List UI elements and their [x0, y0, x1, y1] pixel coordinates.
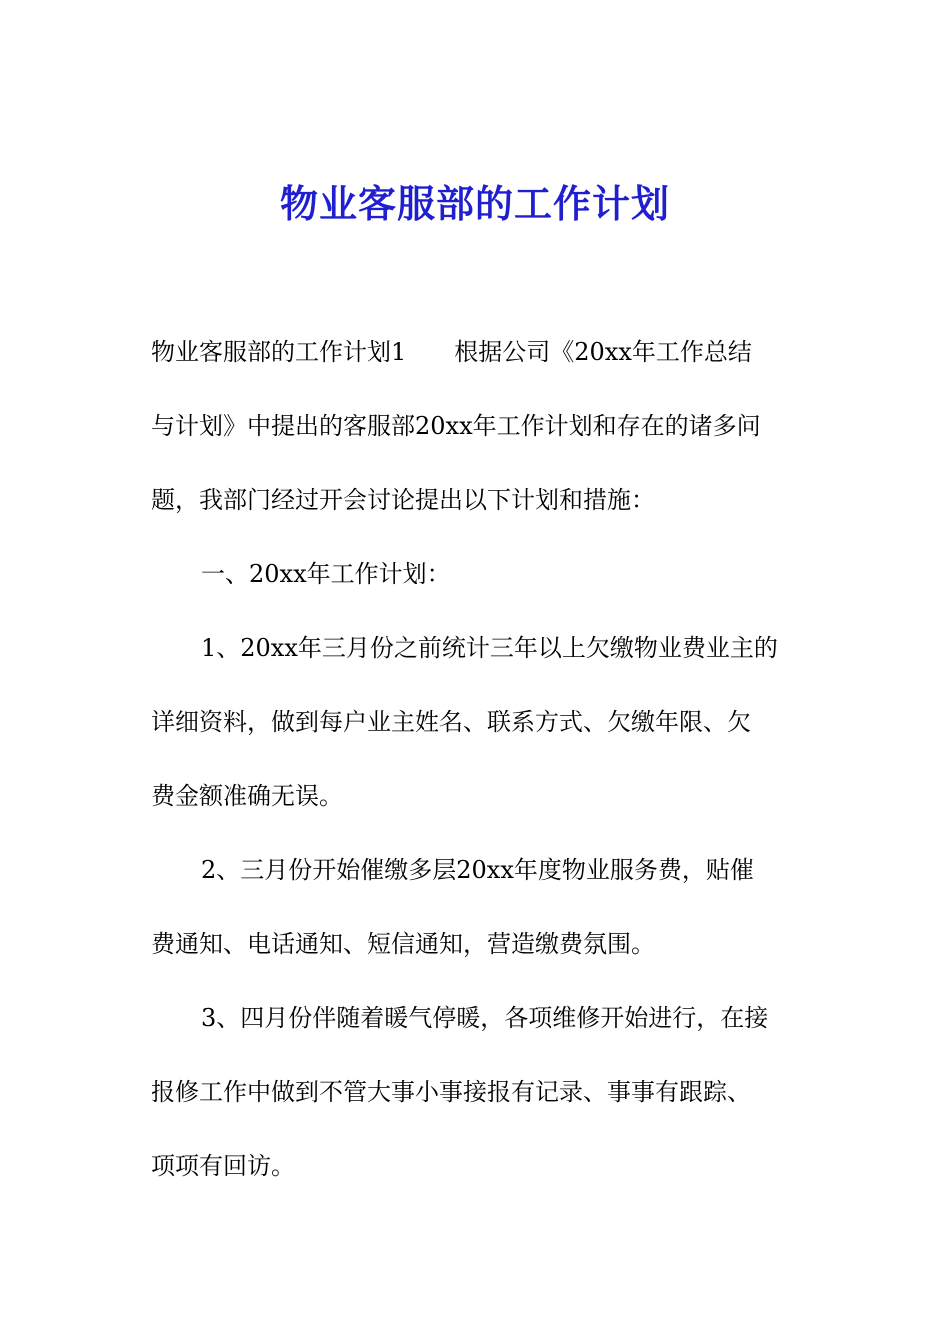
item-2-line-1: 2、三月份开始催缴多层20xx年度物业服务费，贴催: [201, 856, 754, 884]
item-3-line-3: 项项有回访。: [151, 1152, 295, 1180]
document-title: 物业客服部的工作计划: [279, 181, 670, 226]
item-2-line-2: 费通知、电话通知、短信通知，营造缴费氛围。: [151, 930, 655, 958]
item-3-line-2: 报修工作中做到不管大事小事接报有记录、事事有跟踪、: [151, 1078, 751, 1106]
item-1-line-1: 1、20xx年三月份之前统计三年以上欠缴物业费业主的: [201, 634, 778, 662]
section-heading-1: 一、20xx年工作计划：: [201, 560, 451, 588]
paragraph-1-line-2: 与计划》中提出的客服部20xx年工作计划和存在的诸多问: [151, 412, 761, 440]
item-1-line-3: 费金额准确无误。: [151, 782, 343, 810]
paragraph-1-line-1: 物业客服部的工作计划1 根据公司《20xx年工作总结: [151, 338, 752, 366]
item-3-line-1: 3、四月份伴随着暖气停暖，各项维修开始进行，在接: [201, 1004, 769, 1032]
paragraph-1-line-3: 题，我部门经过开会讨论提出以下计划和措施：: [151, 486, 655, 514]
item-1-line-2: 详细资料，做到每户业主姓名、联系方式、欠缴年限、欠: [151, 708, 751, 736]
